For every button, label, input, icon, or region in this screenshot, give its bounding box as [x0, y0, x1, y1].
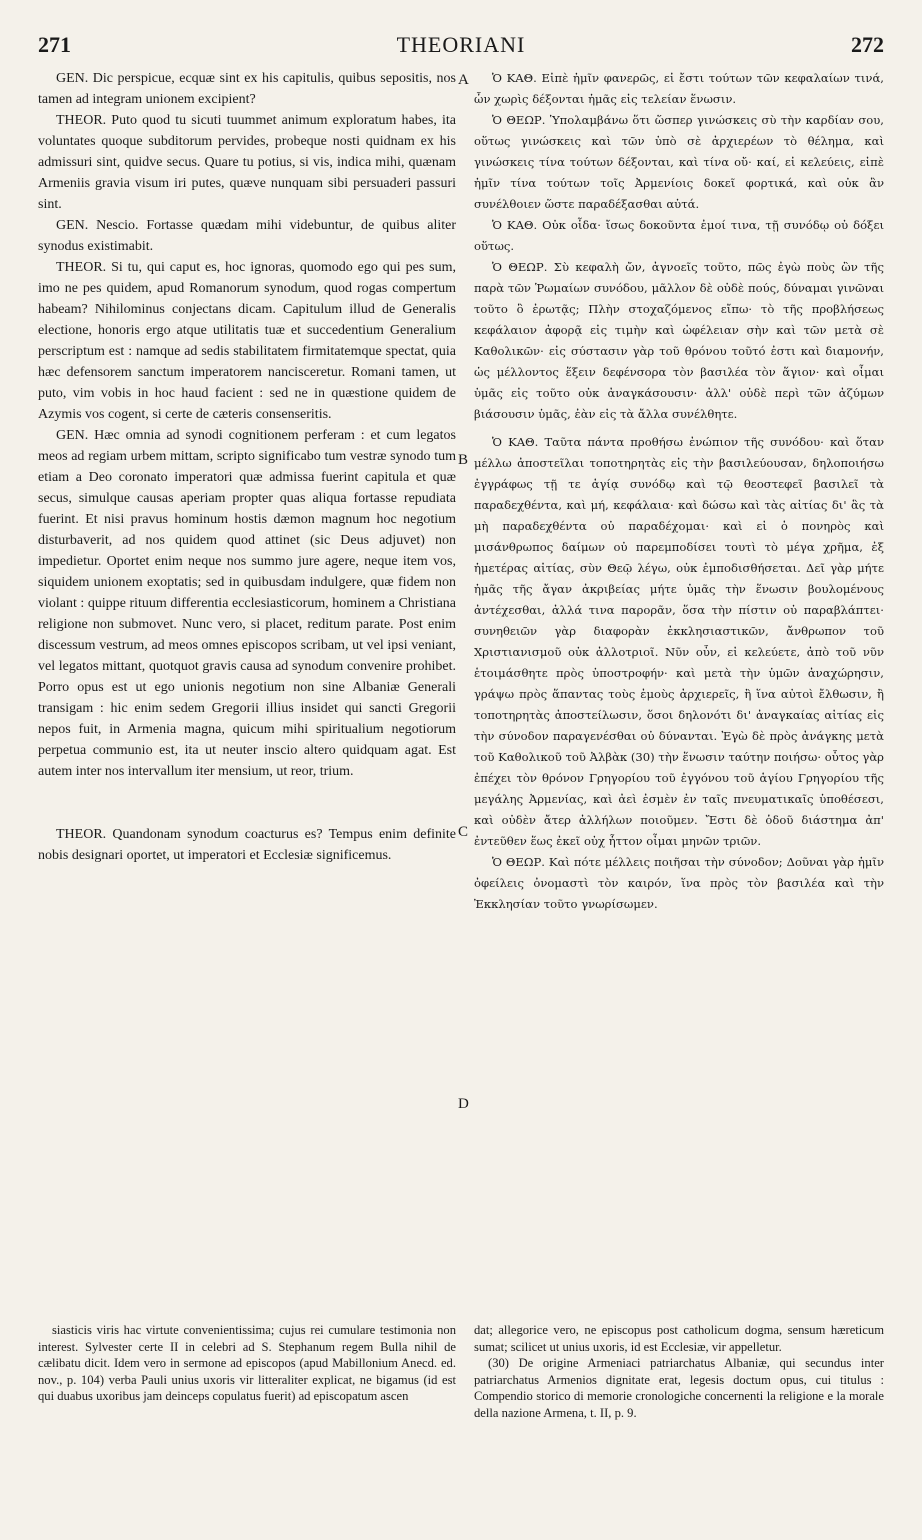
latin-paragraph: GEN. Nescio. Fortasse quædam mihi videbuntur, de quibus aliter synodus existimabit.	[38, 218, 456, 254]
footnotes-left	[38, 1322, 456, 1405]
margin-letter-a: A	[458, 72, 469, 88]
margin-letter-d: D	[458, 1096, 469, 1112]
greek-paragraph: Ὁ ΚΑΘ. Οὐκ οἶδα· ἴσως δοκοῦντα ἐμοί τινα, τῇ συνόδῳ οὐ δόξει οὕτως.	[474, 218, 884, 253]
greek-paragraph: Ὁ ΚΑΘ. Ταῦτα πάντα προθήσω ἐνώπιον τῆς συνόδου· καὶ ὅταν μέλλω ἀποστεῖλαι τοποτηρητὰς εἰς τὴν βασιλεύουσαν, δηλοποιήσω ἐγγράφως τῇ τε ἁγίᾳ συνόδῳ καὶ τῷ θεοστεφεῖ βασιλεῖ τὰ παραδεχθέντα, καὶ μή, κεφάλαια· καὶ δώσω καὶ τὰς αἰτίας δι' ἃς τὰ μὴ παραδεχθέντα οὐ παραδέχομαι· καὶ εἰ ὁ πονηρὸς καὶ μισάνθρωπος δαίμων οὐ παρεμποδίσει τουτὶ τὸ μέγα χρῆμα, ἐξ ἡμετέρας αἰτίας, σὺν Θεῷ λέγω, οὐκ ἐμποδισθήσεται. Δεῖ γὰρ μήτε ἡμᾶς τῆς ἄγαν ἀκριβείας μήτε ὑμᾶς τὴν ἕνωσιν βουλομένους ἀντέχεσθαι, ἀλλά τινα παρορᾶν, ὅσα τὴν πίστιν οὐ παραβλάπτει· συνηθειῶν γὰρ διαφορὰν ἐκκλησιαστικῶν, ἄνθρωπον τοῦ Χριστιανισμοῦ οὐκ ἀλλοτριοῖ. Νῦν οὖν, εἰ κελεύετε, ἀπὸ τοῦ νῦν ἑτοιμάσθητε πρὸς ὑποστροφήν· καὶ μετὰ τὴν ὑμῶν ἀναχώρησιν, γράψω πρὸς ἅπαντας τοὺς ἐμοὺς ἀρχιερεῖς, ἢ ἵνα αὐτοὶ ἔλθωσιν, ἢ τοποτηρητὰς ἀποστείλωσιν, ὅσοι δηλονότι δι' ἀναγκαίας αἰτίας εἰς τὴν σύνοδον παραγενέσθαι οὐ δύνανται. Ἐγὼ δὲ πρὸς ἀνάγκης μετὰ τοῦ Καθολικοῦ τοῦ Ἀλβὰκ (30) τὴν ἕνωσιν ταύτην ποιήσω· οὗτος γὰρ ἐπέχει τὸν θρόνον Γρηγορίου τοῦ ἐγγόνου τοῦ ἁγίου Γρηγορίου τῆς μεγάλης Ἀρμενίας, καὶ ἀεὶ ἐσμὲν ἐν ταῖς πνευματικαῖς ὑποθέσεσι, καὶ οὐδὲν ἄτερ ἀλλήλων ποιοῦμεν. Ἔστι δὲ ὁδοῦ διάστημα ἀπ' ἐντεῦθεν ἕως ἐκεῖ οὐχ ἧττον οἶμαι μηνῶν τριῶν.	[474, 435, 884, 848]
latin-paragraph: GEN. Dic perspicue, ecquæ sint ex his capitulis, quibus sepositis, nos tamen ad integram unionem excipient?	[38, 71, 456, 107]
left-page-number: 271	[38, 32, 71, 57]
greek-paragraph: Ὁ ΘΕΩΡ. Σὺ κεφαλὴ ὤν, ἀγνοεῖς τοῦτο, πῶς ἐγὼ ποὺς ὢν τῆς παρὰ τῶν Ῥωμαίων συνόδου, μᾶλλον δὲ οὐδὲ πούς, δύναμαι γινῶναι τοῦτο ὃ ἐρωτᾷς; Πλὴν στοχαζόμενος εἴπω· τὸ τῆς προβλήσεως κεφάλαιον ἀφορᾷ εἰς τιμὴν καὶ ὠφέλειαν σὴν καὶ τῶν μετὰ σὲ Καθολικῶν· εἰς σύστασιν γὰρ τοῦ θρόνου τοῦτό ἐστι καὶ διαμονήν, ὡς μέλλοντος ἕξειν δεφένσορα τὸν βασιλέα τὸν ἅγιον· καὶ οἶμαι ὑμᾶς εἰς τοῦτο οὐκ ἀναγκάσουσιν· ἀλλ' οὐδὲ περὶ τῶν ἀζύμων βιάσουσιν ὑμᾶς, ἐὰν εἰς τὰ ἄλλα συνέλθητε.	[474, 260, 884, 421]
greek-column	[474, 68, 884, 915]
margin-letter-b: B	[458, 452, 469, 468]
right-page-number: 272	[850, 32, 884, 57]
footnote-text: dat; allegorice vero, ne episcopus post catholicum dogma, sensum hæreticum sumat; scilicet ut unius uxoris, id est Ecclesiæ, vir appelletur.	[474, 1323, 884, 1354]
latin-column	[38, 68, 456, 866]
latin-paragraph: THEOR. Quandonam synodum coacturus es? Tempus enim definite nobis designari oportet, ut imperatori et Ecclesiæ significemus.	[38, 827, 456, 863]
footnotes-right	[474, 1322, 884, 1421]
footnote-text: siasticis viris hac virtute convenientissima; cujus rei cumulare testimonia non interest. Sylvester certe II in celebri ad S. Stephanum regem Bulla nihil de cælibatu dicit. Idem vero in sermone ad episcopos (apud Mabillonium Anecd. ed. nov., p. 104) verba Pauli unius uxoris vir litteraliter explicat, ne bigamus (id est qui duabus uxoribus jam deinceps copulatus fuerit) ad episcopatum ascen	[38, 1323, 456, 1403]
greek-paragraph: Ὁ ΚΑΘ. Εἰπὲ ἡμῖν φανερῶς, εἰ ἔστι τούτων τῶν κεφαλαίων τινά, ὧν χωρὶς δέξονται ἡμᾶς εἰς τελείαν ἕνωσιν.	[474, 71, 884, 106]
greek-paragraph: Ὁ ΘΕΩΡ. Ὑπολαμβάνω ὅτι ὥσπερ γινώσκεις σὺ τὴν καρδίαν σου, οὕτως γινώσκεις καὶ τῶν ὑπὸ σὲ ἀρχιερέων τὸ θέλημα, καὶ γινώσκεις τίνα τούτων δέξονται, καὶ τίνα οὔ· καί, εἰ κελεύεις, εἰπὲ ἡμῖν τίνα τούτων τοῖς Ἀρμενίοις δοκεῖ φορτικά, καὶ οὐκ ἂν συνέλθοιεν ὥστε παραδέξασθαι αὐτά.	[474, 113, 884, 211]
latin-paragraph: GEN. Hæc omnia ad synodi cognitionem perferam : et cum legatos meos ad regiam urbem mittam, scripto significabo tum vestræ synodo tum etiam a Deo coronato imperatori quæ admissa fuerint capitula et quæ secus, simulque causas aperiam propter quas aliqua fortasse repudiata fuerint. Et nisi pravus hominum hostis dæmon magnum hoc negotium disturbaverit, ad nos quidem quod attinet (sic Deus adjuvet) non impedietur. Oportet enim neque nos summo jure agere, neque item vos, siquidem unionem exoptatis; sed in quibusdam indulgere, quæ fidem non violant : quippe rituum differentia ecclesiasticorum, hominem a Christiana religione non submovet. Nunc vero, si placet, reditum parate. Post enim discessum vestrum, ad meos omnes episcopos scribam, ut vel ipsi veniant, vel legatos mittant, quotquot gravis causa ad synodum convenire prohibet. Porro opus est ut ego unionis negotium non sine Albaniæ Generali transigam : hic enim sedem Gregorii illius insidet qui sancti Gregorii nepos fuit, in Armenia magna, quicum mihi spiritualium negotiorum perpetua communio est, ita ut neuter inscio altero quidquam agat. Est autem inter nos intervallum iter mensium, ut reor, trium.	[38, 428, 456, 779]
latin-paragraph: THEOR. Puto quod tu sicuti tuummet animum exploratum habes, ita voluntates quoque subditorum pervides, probeque nosti quidnam ex his admissuri sint, quidve secus. Quare tu potius, si vis, indica mihi, quænam Armeniis gravia visum iri putes, quæve nunquam sibi persuaderi passuri sint.	[38, 113, 456, 212]
running-title: THEORIANI	[396, 32, 526, 57]
margin-letter-c: C	[458, 824, 469, 840]
greek-paragraph: Ὁ ΘΕΩΡ. Καὶ πότε μέλλεις ποιῆσαι τὴν σύνοδον; Δοῦναι γὰρ ἡμῖν ὀφείλεις ὀνομαστὶ τὸν καιρόν, ἵνα πρὸς τὸν βασιλέα καὶ τὴν Ἐκκλησίαν τοῦτο γνωρίσωμεν.	[474, 855, 884, 911]
running-header	[38, 32, 884, 66]
latin-paragraph: THEOR. Si tu, qui caput es, hoc ignoras, quomodo ego qui pes sum, imo ne pes quidem, apud Romanorum synodum, quod rogas compertum habeam? Nihilominus conjectans dicam. Capitulum illud de Generalis electione, honoris ergo atque utilitatis tuæ et succedentium Generalium perscriptum est : namque ad sedis stabilitatem firmitatemque spectat, quia hæc defensorem sanctum imperatorem nancisceretur. Romani tamen, ut puto, vim vobis in hoc haud facient : sed ne in quæstione quidem de Azymis vos cogent, si certe de cæteris consenseritis.	[38, 260, 456, 422]
footnote-30: (30) De origine Armeniaci patriarchatus Albaniæ, qui secundus inter patriarchatus Armenios dignitate erat, legesis doctum opus, cui titulus : Compendio storico di memorie cronologiche concernenti la religione e la morale della nazione Armena, t. II, p. 9.	[474, 1356, 884, 1420]
